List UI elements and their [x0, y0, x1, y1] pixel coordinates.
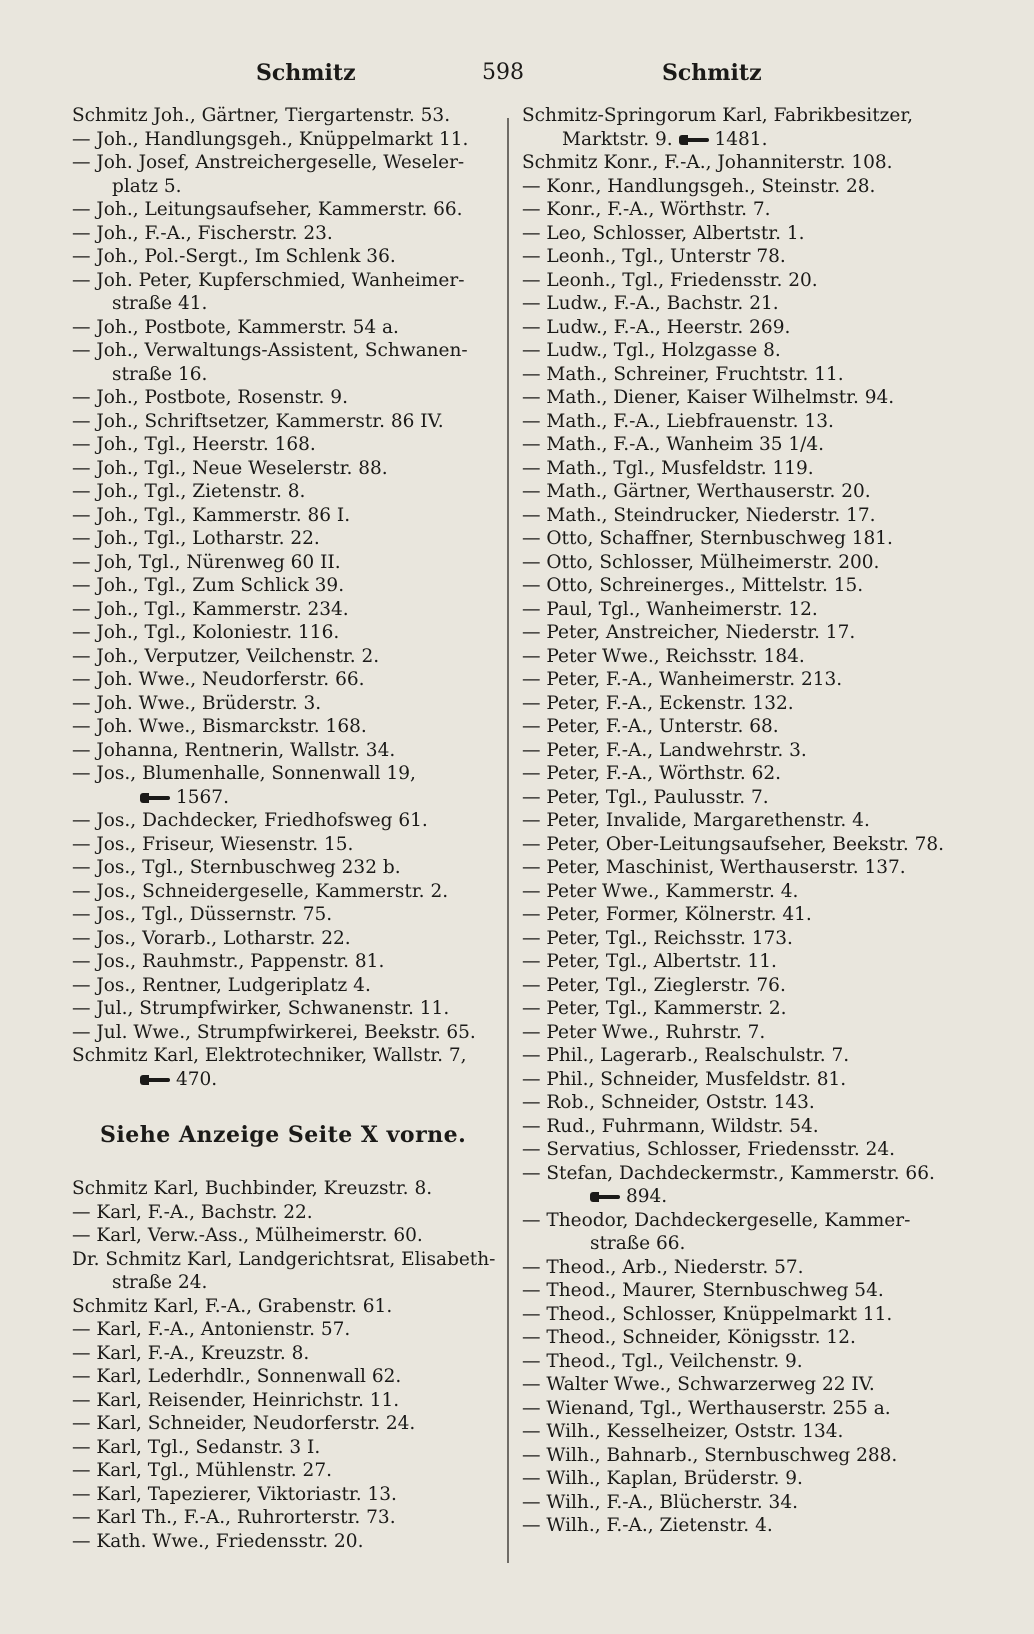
phone-number: 1567.: [176, 786, 229, 808]
entry-text: — Rud., Fuhrmann, Wildstr. 54.: [522, 1115, 819, 1137]
entry-text: — Jos., Tgl., Sternbuschweg 232 b.: [72, 857, 401, 878]
entry-text: Schmitz Joh., Gärtner, Tiergartenstr. 53.: [72, 105, 451, 126]
phone-number: 894.: [626, 1186, 668, 1207]
entry-text: — Joh. Josef, Anstreichergeselle, Weseler-: [72, 152, 465, 173]
directory-entry-line: [72, 457, 502, 481]
entry-text: — Joh. Peter, Kupferschmied, Wanheimer-: [72, 269, 465, 291]
directory-entry-line: [522, 363, 972, 387]
entry-text: — Peter, Tgl., Reichsstr. 173.: [522, 927, 793, 949]
left-entry-list-2: [72, 1177, 502, 1553]
entry-text: — Karl, Verw.-Ass., Mülheimerstr. 60.: [72, 1225, 423, 1246]
entry-text: — Peter Wwe., Reichsstr. 184.: [522, 645, 805, 667]
directory-entry-line: [72, 880, 502, 904]
directory-entry-line: [72, 410, 502, 434]
entry-text: — Joh., Tgl., Neue Weselerstr. 88.: [72, 457, 388, 479]
directory-entry-line: [72, 927, 502, 951]
directory-entry-line: [72, 833, 502, 857]
entry-text: — Jos., Rentner, Ludgeriplatz 4.: [72, 974, 371, 996]
entry-text: — Rob., Schneider, Oststr. 143.: [522, 1092, 815, 1113]
directory-entry-line: [72, 1412, 502, 1436]
directory-entry-line: [72, 292, 502, 316]
entry-text: — Jos., Dachdecker, Friedhofsweg 61.: [72, 810, 428, 831]
entry-text: — Math., Steindrucker, Niederstr. 17.: [522, 504, 876, 526]
directory-entry-line: [72, 950, 502, 974]
entry-text: — Karl Th., F.-A., Ruhrorterstr. 73.: [72, 1507, 396, 1528]
entry-text: straße 16.: [112, 363, 208, 385]
entry-text: — Theod., Schneider, Königsstr. 12.: [522, 1327, 856, 1348]
entry-text: — Peter, Ober-Leitungsaufseher, Beekstr. 78.: [522, 833, 944, 855]
left-entry-list: [72, 104, 502, 1091]
entry-text: — Jos., Rauhmstr., Pappenstr. 81.: [72, 951, 385, 972]
entry-text: — Servatius, Schlosser, Friedensstr. 24.: [522, 1139, 896, 1160]
directory-entry-line: [522, 128, 972, 152]
entry-text: — Peter, Tgl., Albertstr. 11.: [522, 951, 777, 972]
directory-entry-line: [522, 1350, 972, 1374]
directory-entry-line: [72, 1389, 502, 1413]
directory-entry-line: [72, 645, 502, 669]
entry-text: Schmitz-Springorum Karl, Fabrikbesitzer,: [522, 105, 914, 126]
directory-entry-line: [522, 410, 972, 434]
directory-entry-line: [72, 175, 502, 199]
directory-entry-line: [522, 668, 972, 692]
page-header: [0, 60, 1034, 94]
directory-entry-line: [522, 1303, 972, 1327]
entry-text: — Theod., Maurer, Sternbuschweg 54.: [522, 1280, 884, 1301]
directory-entry-line: [72, 762, 502, 786]
directory-entry-line: [72, 504, 502, 528]
telephone-icon: [140, 1073, 170, 1087]
directory-entry-line: [72, 1044, 502, 1068]
directory-entry-line: [72, 198, 502, 222]
directory-entry-line: [522, 715, 972, 739]
directory-entry-line: [72, 1318, 502, 1342]
entry-text: — Wilh., Kesselheizer, Oststr. 134.: [522, 1421, 844, 1442]
directory-entry-line: [72, 363, 502, 387]
directory-entry-line: [72, 1021, 502, 1045]
directory-entry-line: [72, 786, 502, 810]
directory-entry-line: [522, 645, 972, 669]
entry-text: — Karl, F.-A., Antonienstr. 57.: [72, 1319, 351, 1340]
entry-text: — Konr., F.-A., Wörthstr. 7.: [522, 199, 771, 220]
directory-entry-line: [72, 222, 502, 246]
entry-text: — Jul., Strumpfwirker, Schwanenstr. 11.: [72, 998, 450, 1019]
directory-entry-line: [72, 621, 502, 645]
directory-entry-line: [72, 903, 502, 927]
directory-entry-line: [522, 903, 972, 927]
directory-entry-line: [522, 1091, 972, 1115]
directory-entry-line: [522, 339, 972, 363]
entry-text: — Wilh., Bahnarb., Sternbuschweg 288.: [522, 1444, 898, 1466]
directory-entry-line: [72, 1342, 502, 1366]
entry-text: Schmitz Karl, Buchbinder, Kreuzstr. 8.: [72, 1178, 433, 1199]
directory-entry-line: [522, 692, 972, 716]
directory-entry-line: [72, 668, 502, 692]
entry-text: — Leonh., Tgl., Friedensstr. 20.: [522, 269, 818, 291]
directory-entry-line: [522, 1138, 972, 1162]
entry-text: — Wienand, Tgl., Werthauserstr. 255 a.: [522, 1397, 891, 1419]
entry-text: — Ludw., Tgl., Holzgasse 8.: [522, 340, 781, 361]
entry-text: — Theod., Arb., Niederstr. 57.: [522, 1256, 804, 1278]
entry-text: — Karl, Schneider, Neudorferstr. 24.: [72, 1413, 416, 1434]
directory-entry-line: [72, 269, 502, 293]
entry-text: — Math., F.-A., Liebfrauenstr. 13.: [522, 410, 834, 432]
directory-entry-line: [522, 974, 972, 998]
directory-entry-line: [72, 1459, 502, 1483]
entry-text: — Peter, Former, Kölnerstr. 41.: [522, 904, 812, 925]
spacer: [72, 1091, 502, 1115]
entry-text: straße 41.: [112, 293, 208, 314]
entry-text: — Joh., Postbote, Rosenstr. 9.: [72, 387, 348, 408]
left-column: [72, 104, 502, 1553]
entry-text: — Peter Wwe., Kammerstr. 4.: [522, 880, 799, 902]
page-number: 598: [482, 60, 524, 85]
entry-text: — Jos., Blumenhalle, Sonnenwall 19,: [72, 763, 416, 784]
directory-entry-line: [72, 245, 502, 269]
directory-entry-line: [522, 1444, 972, 1468]
entry-text: — Johanna, Rentnerin, Wallstr. 34.: [72, 739, 396, 761]
entry-text: — Math., Diener, Kaiser Wilhelmstr. 94.: [522, 387, 895, 408]
entry-text: — Joh., Leitungsaufseher, Kammerstr. 66.: [72, 199, 463, 220]
directory-entry-line: [522, 316, 972, 340]
header-right-name: Schmitz: [662, 60, 762, 86]
directory-entry-line: [72, 480, 502, 504]
directory-entry-line: [522, 997, 972, 1021]
entry-text: — Otto, Schreinerges., Mittelstr. 15.: [522, 575, 864, 596]
entry-text: — Karl, Tgl., Mühlenstr. 27.: [72, 1460, 332, 1481]
entry-text: straße 24.: [112, 1272, 208, 1293]
entry-text: — Stefan, Dachdeckermstr., Kammerstr. 66.: [522, 1162, 935, 1184]
directory-entry-line: [522, 598, 972, 622]
entry-text: — Jos., Vorarb., Lotharstr. 22.: [72, 927, 351, 949]
directory-entry-line: [522, 809, 972, 833]
directory-entry-line: [72, 574, 502, 598]
directory-entry-line: [522, 739, 972, 763]
directory-entry-line: [522, 786, 972, 810]
directory-entry-line: [72, 1295, 502, 1319]
telephone-icon: [140, 791, 170, 805]
directory-entry-line: [522, 457, 972, 481]
directory-entry-line: [522, 574, 972, 598]
entry-text: Schmitz Karl, Elektrotechniker, Wallstr. 7,: [72, 1045, 467, 1066]
entry-text: — Leo, Schlosser, Albertstr. 1.: [522, 222, 805, 244]
directory-entry-line: [522, 1514, 972, 1538]
entry-text: Schmitz Konr., F.-A., Johanniterstr. 108.: [522, 152, 893, 173]
entry-text: — Karl, Tgl., Sedanstr. 3 I.: [72, 1436, 321, 1458]
entry-text: Dr. Schmitz Karl, Landgerichtsrat, Elisabeth-: [72, 1248, 496, 1270]
directory-entry-line: [72, 104, 502, 128]
directory-entry-line: [522, 198, 972, 222]
directory-entry-line: [522, 1326, 972, 1350]
directory-entry-line: [522, 762, 972, 786]
directory-entry-line: [72, 128, 502, 152]
directory-entry-line: [522, 1068, 972, 1092]
entry-text: — Wilh., Kaplan, Brüderstr. 9.: [522, 1468, 803, 1489]
entry-text: — Otto, Schlosser, Mülheimerstr. 200.: [522, 551, 880, 573]
directory-entry-line: [522, 1279, 972, 1303]
directory-entry-line: [522, 386, 972, 410]
directory-entry-line: [522, 527, 972, 551]
entry-text: — Joh., Handlungsgeh., Knüppelmarkt 11.: [72, 128, 469, 150]
directory-entry-line: [72, 1068, 502, 1092]
entry-text: — Joh., Tgl., Lotharstr. 22.: [72, 528, 320, 549]
directory-entry-line: [522, 104, 972, 128]
entry-text: — Joh., F.-A., Fischerstr. 23.: [72, 222, 333, 244]
directory-entry-line: [522, 151, 972, 175]
directory-entry-line: [522, 1397, 972, 1421]
entry-text: — Walter Wwe., Schwarzerweg 22 IV.: [522, 1374, 875, 1395]
directory-entry-line: [522, 292, 972, 316]
entry-text: — Wilh., F.-A., Zietenstr. 4.: [522, 1515, 773, 1536]
directory-entry-line: [522, 504, 972, 528]
directory-entry-line: [522, 950, 972, 974]
entry-text: — Karl, F.-A., Kreuzstr. 8.: [72, 1342, 310, 1364]
directory-entry-line: [522, 245, 972, 269]
directory-entry-line: [522, 1044, 972, 1068]
entry-text: — Jul. Wwe., Strumpfwirkerei, Beekstr. 65.: [72, 1021, 476, 1043]
directory-entry-line: [72, 809, 502, 833]
entry-text: — Math., F.-A., Wanheim 35 1/4.: [522, 434, 825, 455]
entry-text: platz 5.: [112, 175, 182, 197]
phone-number: 1481.: [714, 128, 768, 150]
directory-entry-line: [522, 175, 972, 199]
entry-text: — Kath. Wwe., Friedensstr. 20.: [72, 1530, 364, 1552]
directory-entry-line: [72, 386, 502, 410]
entry-text: — Joh., Postbote, Kammerstr. 54 a.: [72, 316, 399, 338]
spacer: [72, 1155, 502, 1177]
entry-text: — Phil., Schneider, Musfeldstr. 81.: [522, 1068, 847, 1090]
entry-text: — Theod., Schlosser, Knüppelmarkt 11.: [522, 1303, 893, 1325]
advert-notice: Siehe Anzeige Seite X vorne.: [100, 1122, 467, 1148]
entry-text: — Peter, F.-A., Unterstr. 68.: [522, 716, 779, 737]
entry-text: — Joh., Tgl., Koloniestr. 116.: [72, 622, 340, 643]
directory-entry-line: [522, 880, 972, 904]
directory-entry-line: [72, 339, 502, 363]
directory-entry-line: [72, 551, 502, 575]
entry-text: — Joh., Tgl., Zietenstr. 8.: [72, 481, 306, 502]
entry-text: — Jos., Schneidergeselle, Kammerstr. 2.: [72, 880, 449, 902]
phone-number: 470.: [176, 1068, 218, 1090]
directory-entry-line: [522, 1467, 972, 1491]
directory-entry-line: [72, 1483, 502, 1507]
directory-entry-line: [72, 739, 502, 763]
directory-entry-line: [72, 974, 502, 998]
entry-text: — Peter, Anstreicher, Niederstr. 17.: [522, 622, 856, 643]
entry-text: — Joh., Schriftsetzer, Kammerstr. 86 IV.: [72, 410, 444, 432]
column-divider: [507, 118, 509, 1563]
entry-text: Schmitz Karl, F.-A., Grabenstr. 61.: [72, 1295, 393, 1317]
entry-text: — Otto, Schaffner, Sternbuschweg 181.: [522, 528, 893, 549]
directory-entry-line: [72, 433, 502, 457]
entry-text: — Joh., Tgl., Kammerstr. 86 I.: [72, 504, 351, 526]
entry-text: — Peter, F.-A., Landwehrstr. 3.: [522, 739, 807, 761]
directory-entry-line: [72, 1506, 502, 1530]
entry-text: — Peter, F.-A., Eckenstr. 132.: [522, 692, 794, 714]
right-column: [522, 104, 972, 1538]
entry-text: — Peter Wwe., Ruhrstr. 7.: [522, 1021, 766, 1043]
directory-entry-line: [522, 1491, 972, 1515]
directory-entry-line: [522, 1209, 972, 1233]
entry-text: — Joh, Tgl., Nürenweg 60 II.: [72, 551, 341, 573]
entry-text: — Phil., Lagerarb., Realschulstr. 7.: [522, 1045, 850, 1066]
directory-entry-line: [72, 1177, 502, 1201]
entry-text: — Ludw., F.-A., Bachstr. 21.: [522, 293, 779, 314]
entry-text: — Peter, F.-A., Wörthstr. 62.: [522, 763, 781, 784]
entry-text: — Karl, Reisender, Heinrichstr. 11.: [72, 1389, 400, 1411]
entry-text: — Joh., Tgl., Zum Schlick 39.: [72, 575, 345, 596]
directory-entry-line: [522, 1021, 972, 1045]
entry-text: — Peter, Invalide, Margarethenstr. 4.: [522, 810, 870, 831]
entry-text: — Jos., Friseur, Wiesenstr. 15.: [72, 833, 354, 855]
entry-text: — Karl, F.-A., Bachstr. 22.: [72, 1201, 313, 1223]
header-left-name: Schmitz: [256, 60, 356, 86]
entry-text: — Peter, F.-A., Wanheimerstr. 213.: [522, 669, 843, 690]
entry-text: — Konr., Handlungsgeh., Steinstr. 28.: [522, 175, 876, 197]
entry-text: — Joh., Pol.-Sergt., Im Schlenk 36.: [72, 246, 396, 267]
entry-text: — Wilh., F.-A., Blücherstr. 34.: [522, 1491, 798, 1513]
entry-text: — Joh., Tgl., Heerstr. 168.: [72, 434, 316, 455]
entry-text: — Ludw., F.-A., Heerstr. 269.: [522, 316, 791, 338]
entry-text: — Joh., Verwaltungs-Assistent, Schwanen-: [72, 340, 468, 361]
entry-text: — Peter, Tgl., Kammerstr. 2.: [522, 998, 787, 1019]
entry-text: — Leonh., Tgl., Unterstr 78.: [522, 246, 786, 267]
directory-entry-line: [522, 1232, 972, 1256]
directory-entry-line: [522, 433, 972, 457]
directory-entry-line: [72, 1201, 502, 1225]
directory-entry-line: [522, 621, 972, 645]
directory-entry-line: [72, 1248, 502, 1272]
telephone-icon: [590, 1190, 620, 1204]
directory-entry-line: [522, 1373, 972, 1397]
entry-text: — Math., Tgl., Musfeldstr. 119.: [522, 457, 814, 479]
entry-text: — Theod., Tgl., Veilchenstr. 9.: [522, 1350, 803, 1372]
directory-entry-line: [72, 1436, 502, 1460]
right-entry-list: [522, 104, 972, 1538]
directory-entry-line: [522, 1185, 972, 1209]
entry-text: — Math., Schreiner, Fruchtstr. 11.: [522, 363, 844, 385]
directory-entry-line: [72, 598, 502, 622]
directory-entry-line: [522, 269, 972, 293]
entry-text: — Joh. Wwe., Bismarckstr. 168.: [72, 716, 367, 737]
directory-entry-line: [72, 1224, 502, 1248]
entry-text: — Math., Gärtner, Werthauserstr. 20.: [522, 481, 871, 502]
directory-entry-line: [522, 551, 972, 575]
directory-entry-line: [522, 927, 972, 951]
directory-entry-line: [72, 856, 502, 880]
directory-entry-line: [72, 715, 502, 739]
directory-entry-line: [522, 1420, 972, 1444]
directory-entry-line: [72, 527, 502, 551]
directory-entry-line: [72, 1365, 502, 1389]
entry-text: — Joh. Wwe., Brüderstr. 3.: [72, 692, 322, 714]
entry-text: — Peter, Tgl., Paulusstr. 7.: [522, 786, 769, 808]
entry-text: — Karl, Tapezierer, Viktoriastr. 13.: [72, 1483, 397, 1505]
directory-entry-line: [522, 833, 972, 857]
entry-text: straße 66.: [590, 1233, 686, 1254]
directory-entry-line: [72, 997, 502, 1021]
directory-entry-line: [72, 1530, 502, 1554]
directory-entry-line: [522, 1162, 972, 1186]
directory-entry-line: [72, 151, 502, 175]
entry-text: — Peter, Maschinist, Werthauserstr. 137.: [522, 857, 906, 878]
entry-text: — Joh., Verputzer, Veilchenstr. 2.: [72, 645, 380, 667]
entry-text: — Paul, Tgl., Wanheimerstr. 12.: [522, 598, 818, 620]
directory-entry-line: [522, 1256, 972, 1280]
entry-text: — Joh., Tgl., Kammerstr. 234.: [72, 598, 349, 620]
directory-entry-line: [72, 1271, 502, 1295]
directory-entry-line: [522, 222, 972, 246]
entry-text: Marktstr. 9.: [562, 128, 679, 150]
entry-text: — Jos., Tgl., Düssernstr. 75.: [72, 904, 333, 925]
directory-entry-line: [72, 316, 502, 340]
directory-entry-line: [522, 480, 972, 504]
entry-text: — Peter, Tgl., Zieglerstr. 76.: [522, 974, 786, 996]
directory-entry-line: [522, 856, 972, 880]
directory-entry-line: [522, 1115, 972, 1139]
directory-entry-line: [72, 692, 502, 716]
entry-text: — Karl, Lederhdlr., Sonnenwall 62.: [72, 1366, 402, 1387]
entry-text: — Theodor, Dachdeckergeselle, Kammer-: [522, 1209, 911, 1231]
telephone-icon: [679, 133, 709, 147]
entry-text: — Joh. Wwe., Neudorferstr. 66.: [72, 669, 365, 690]
